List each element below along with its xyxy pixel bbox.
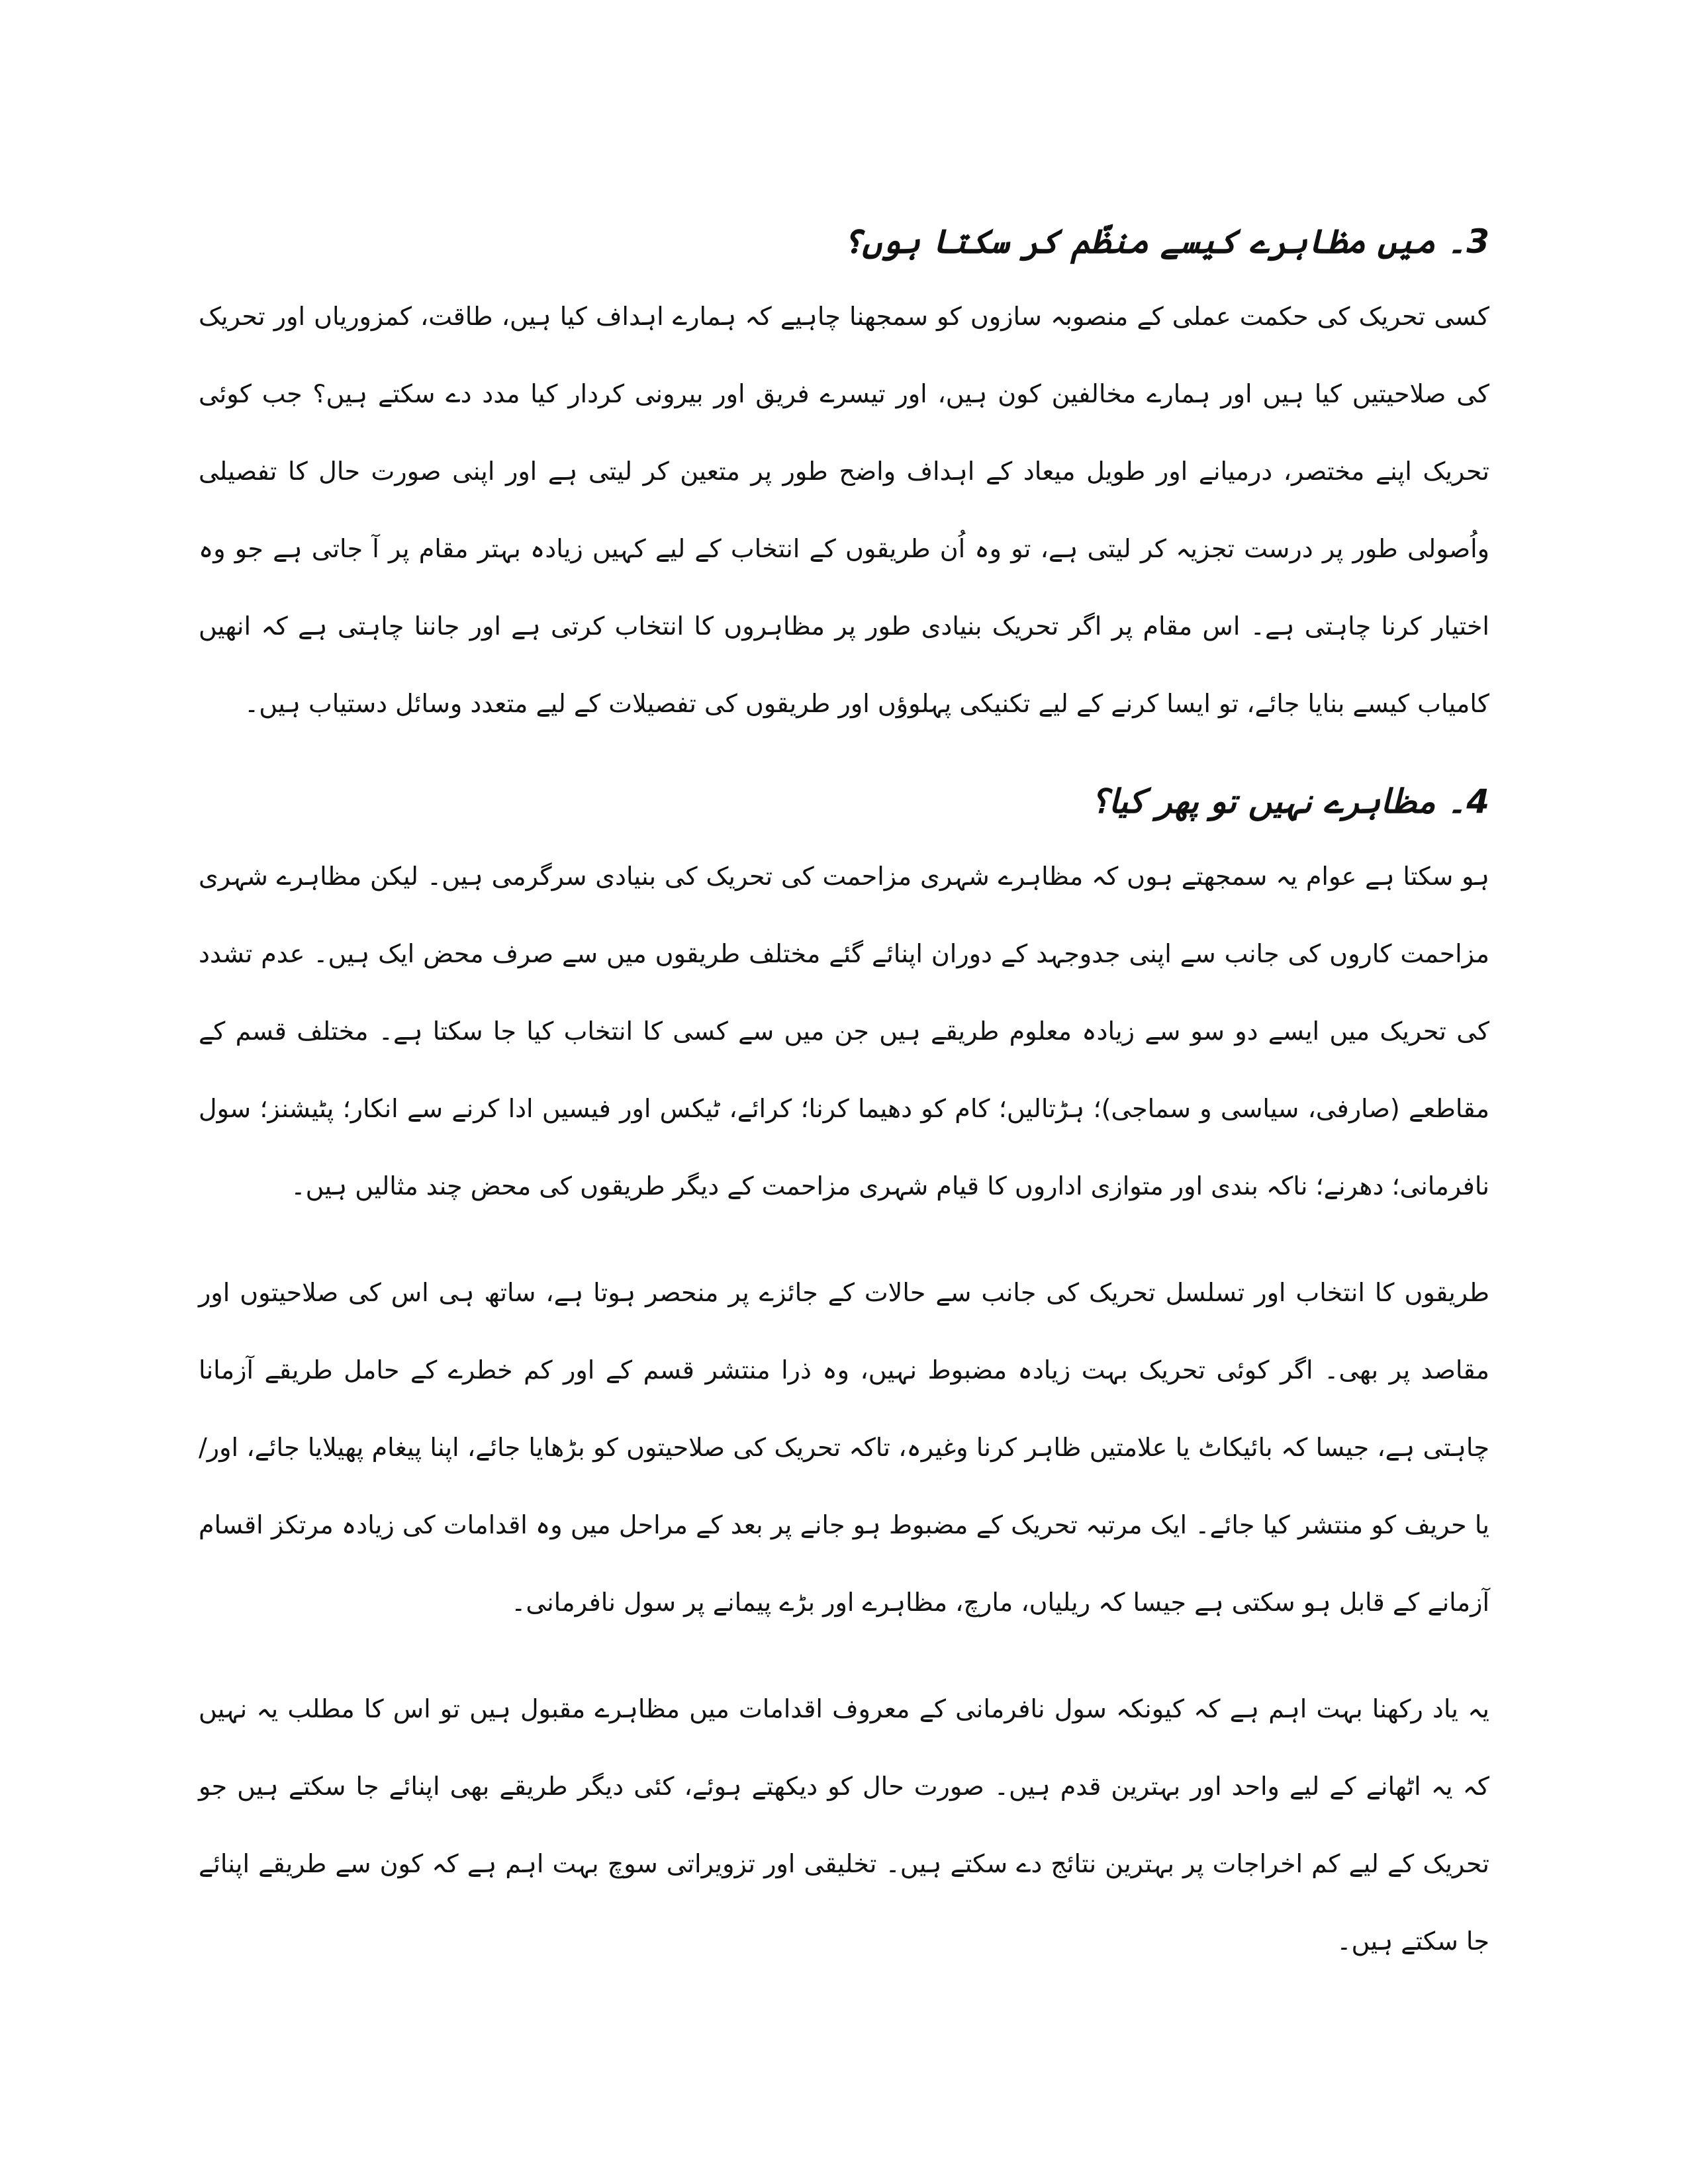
section-3-heading: 3۔ میں مظاہرے کیسے منظّم کر سکتا ہوں؟ (843, 222, 1489, 261)
section-4-paragraph-3: یہ یاد رکھنا بہت اہم ہے کہ کیونکہ سول نافرمانی کے معروف اقدامات میں مظاہرے مقبول ہیں تو اس کا مطلب یہ نہیں کہ یہ اٹھانے کے لیے واحد اور بہترین قدم ہیں۔ صورت حال کو دیکھتے ہوئے، کئی دیگر طریقے بھی اپنائے جا سکتے ہیں جو تحریک کے لیے کم اخراجات پر بہترین نتائج دے سکتے ہیں۔ تخلیقی اور تزویراتی سوچ بہت اہم ہے کہ کون سے طریقے اپنائے جا سکتے ہیں۔ (199, 1694, 1489, 1956)
section-4-heading: 4۔ مظاہرے نہیں تو پھر کیا؟ (1091, 782, 1489, 821)
section-3-paragraph: کسی تحریک کی حکمت عملی کے منصوبہ سازوں کو سمجھنا چاہیے کہ ہمارے اہداف کیا ہیں، طاقت، کمزوریاں اور تحریک کی صلاحیتیں کیا ہیں اور ہمارے مخالفین کون ہیں، اور تیسرے فریق اور بیرونی کردار کیا مدد دے سکتے ہیں؟ جب کوئی تحریک اپنے مختصر، درمیانے اور طویل میعاد کے اہداف واضح طور پر متعین کر لیتی ہے اور اپنی صورت حال کا تفصیلی واُصولی طور پر درست تجزیہ کر لیتی ہے، تو وہ اُن طریقوں کے انتخاب کے لیے کہیں زیادہ بہتر مقام پر آ جاتی ہے جو وہ اختیار کرنا چاہتی ہے۔ اس مقام پر اگر تحریک بنیادی طور پر مظاہروں کا انتخاب کرتی ہے اور جاننا چاہتی ہے کہ انھیں کامیاب کیسے بنایا جائے، تو ایسا کرنے کے لیے تکنیکی پہلوؤں اور طریقوں کی تفصیلات کے لیے متعدد وسائل دستیاب ہیں۔ (199, 302, 1489, 718)
document-content (199, 212, 1489, 1980)
section-4-paragraph-1: ہو سکتا ہے عوام یہ سمجھتے ہوں کہ مظاہرے شہری مزاحمت کی تحریک کی بنیادی سرگرمی ہیں۔ لیکن مظاہرے شہری مزاحمت کاروں کی جانب سے اپنی جدوجہد کے دوران اپنائے گئے مختلف طریقوں میں سے صرف محض ایک ہیں۔ عدم تشدد کی تحریک میں ایسے دو سو سے زیادہ معلوم طریقے ہیں جن میں سے کسی کا انتخاب کیا جا سکتا ہے۔ مختلف قسم کے مقاطعے (صارفی، سیاسی و سماجی)؛ ہڑتالیں؛ کام کو دھیما کرنا؛ کرائے، ٹیکس اور فیسیں ادا کرنے سے انکار؛ پٹیشنز؛ سول نافرمانی؛ دھرنے؛ ناکہ بندی اور متوازی اداروں کا قیام شہری مزاحمت کے دیگر طریقوں کی محض چند مثالیں ہیں۔ (199, 862, 1489, 1201)
section-4-paragraph-2: طریقوں کا انتخاب اور تسلسل تحریک کی جانب سے حالات کے جائزے پر منحصر ہوتا ہے، ساتھ ہی اس کی صلاحیتوں اور مقاصد پر بھی۔ اگر کوئی تحریک بہت زیادہ مضبوط نہیں، وہ ذرا منتشر قسم کے اور کم خطرے کے حامل طریقے آزمانا چاہتی ہے، جیسا کہ بائیکاٹ یا علامتیں ظاہر کرنا وغیرہ، تاکہ تحریک کی صلاحیتوں کو بڑھایا جائے، اپنا پیغام پھیلایا جائے، اور/یا حریف کو منتشر کیا جائے۔ ایک مرتبہ تحریک کے مضبوط ہو جانے پر بعد کے مراحل میں وہ اقدامات کی زیادہ مرتکز اقسام آزمانے کے قابل ہو سکتی ہے جیسا کہ ریلیاں، مارچ، مظاہرے اور بڑے پیمانے پر سول نافرمانی۔ (199, 1278, 1489, 1617)
